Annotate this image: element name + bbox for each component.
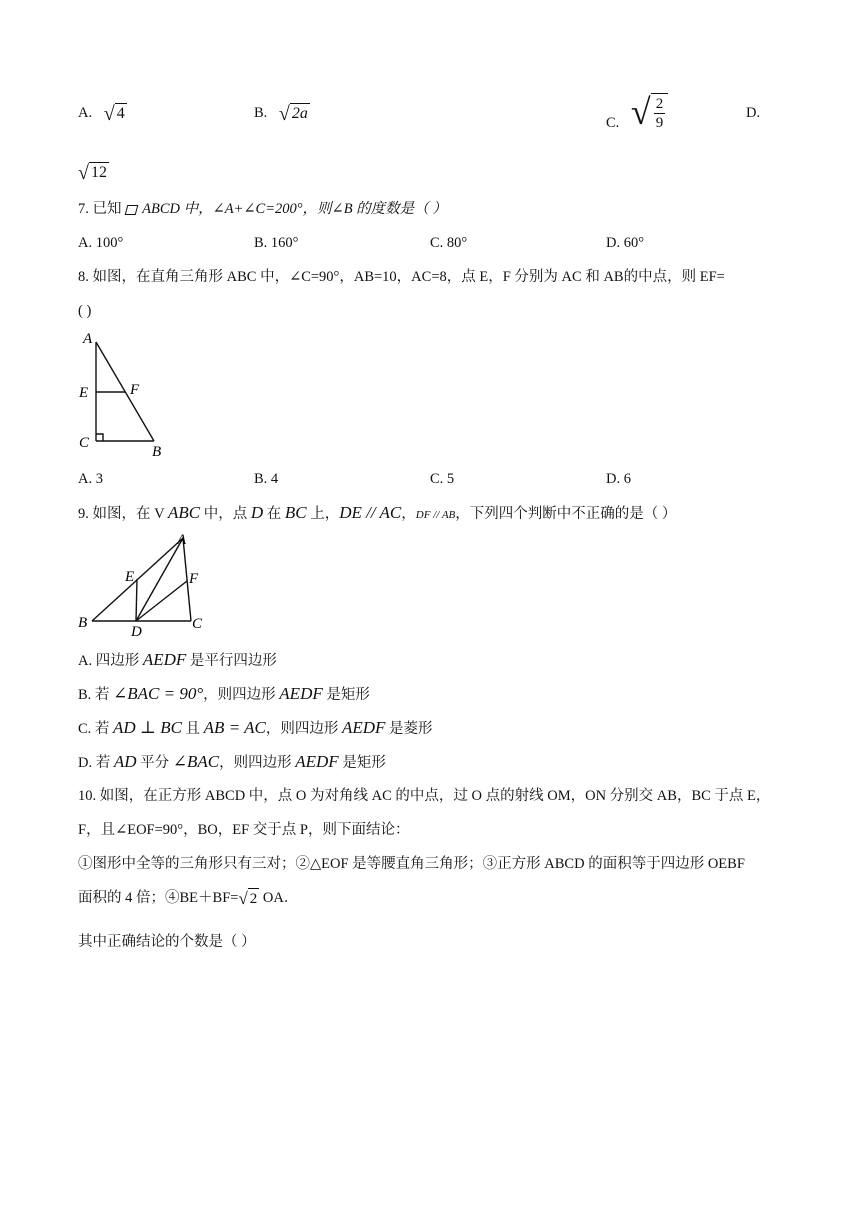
- q10-line3: ①图形中全等的三角形只有三对；②△EOF 是等腰直角三角形；③正方形 ABCD 的面积等于四边形 OEBF: [78, 856, 745, 872]
- q10-line5: 其中正确结论的个数是（ ）: [78, 934, 256, 950]
- q7-option-c: C. 80°: [430, 235, 468, 251]
- q10-line1: 10. 如图，在正方形 ABCD 中，点 O 为对角线 AC 的中点，过 O 点的射线 OM，ON 分别交 AB，BC 于点 E，: [78, 788, 771, 804]
- q9-option-d: D. 若 AD 平分 ∠BAC，则四边形 AEDF 是矩形: [78, 752, 386, 771]
- q9-stem: 9. 如图，在 V ABC 中，点 D 在 BC 上，DE // AC，DF // AB，下列四个判断中不正确的是（ ）: [78, 503, 677, 522]
- q8-label-c: C: [79, 435, 90, 451]
- q6-option-a: A. √ 4: [78, 103, 125, 126]
- q8-figure: [76, 328, 171, 463]
- q9-option-b: B. 若 ∠BAC = 90°，则四边形 AEDF 是矩形: [78, 684, 370, 703]
- q10-line2: F，且∠EOF=90°，BO，EF 交于点 P，则下面结论：: [78, 822, 410, 838]
- q9-label-d: D: [131, 624, 142, 638]
- q9-option-c: C. 若 AD ⊥ BC 且 AB = AC，则四边形 AEDF 是菱形: [78, 718, 433, 737]
- q8-option-b: B. 4: [254, 471, 279, 487]
- parallelogram-icon: [124, 205, 138, 215]
- q6-option-b: B. √ 2a: [254, 103, 308, 126]
- q9-option-a: A. 四边形 AEDF 是平行四边形: [78, 650, 277, 669]
- q6-option-d-value: √ 12: [78, 162, 107, 185]
- q9-label-a: A: [177, 532, 187, 548]
- q7-stem: 7. 已知 ABCD 中，∠A+∠C=200°，则∠B 的度数是（ ）: [78, 201, 447, 217]
- q9-label-f: F: [189, 571, 199, 587]
- q8-stem-line1: 8. 如图，在直角三角形 ABC 中，∠C=90°，AB=10，AC=8，点 E，F 分别为 AC 和 AB的中点，则 EF=: [78, 269, 725, 285]
- q10-line4: 面积的 4 倍；④BE＋BF= √ 2 OA．: [78, 889, 299, 909]
- q9-figure: [76, 530, 211, 638]
- q9-label-b: B: [78, 615, 88, 631]
- q7-option-b: B. 160°: [254, 235, 299, 251]
- q8-label-a: A: [83, 331, 93, 347]
- q6-option-d-label: D.: [746, 105, 761, 121]
- q8-stem-line2: ( ): [78, 303, 92, 319]
- q7-option-a: A. 100°: [78, 235, 124, 251]
- q8-label-b: B: [152, 444, 162, 460]
- q9-label-c: C: [192, 616, 203, 632]
- q6-option-c: C. √ $\frac{2}{9}$: [606, 92, 668, 132]
- q9-label-e: E: [125, 569, 135, 585]
- q8-option-a: A. 3: [78, 471, 103, 487]
- q8-label-f: F: [130, 382, 140, 398]
- q8-option-d: D. 6: [606, 471, 631, 487]
- q8-label-e: E: [79, 385, 89, 401]
- q8-option-c: C. 5: [430, 471, 455, 487]
- q7-option-d: D. 60°: [606, 235, 645, 251]
